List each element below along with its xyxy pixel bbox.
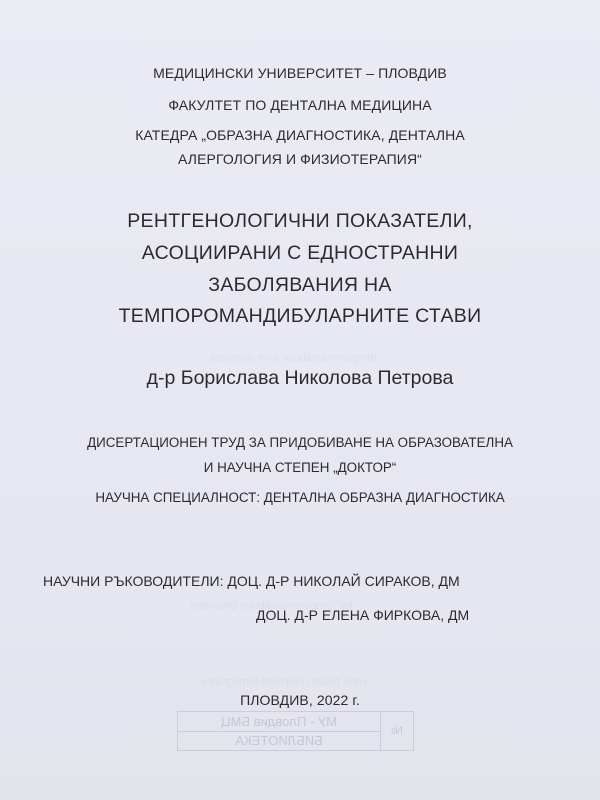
library-stamp-bleed-through (177, 711, 414, 751)
supervisors-label: НАУЧНИ РЪКОВОДИТЕЛИ: (43, 573, 224, 589)
thesis-purpose-line-1: ДИСЕРТАЦИОНЕН ТРУД ЗА ПРИДОБИВАНЕ НА ОБРАЗОВАТЕЛНА (87, 435, 513, 450)
stamp-institution: МУ - Пловдив БМЦ (220, 713, 338, 729)
university-name: МЕДИЦИНСКИ УНИВЕРСИТЕТ – ПЛОВДИВ (153, 65, 447, 81)
place-and-year: ПЛОВДИВ, 2022 г. (240, 692, 360, 708)
author-name: д-р Борислава Николова Петрова (146, 367, 454, 389)
dissertation-title-line-2: АСОЦИИРАНИ С ЕДНОСТРАННИ (141, 242, 459, 264)
supervisor-1: ДОЦ. Д-Р НИКОЛАЙ СИРАКОВ, ДМ (227, 573, 460, 589)
thesis-purpose-line-2: И НАУЧНА СТЕПЕН „ДОКТОР“ (203, 460, 397, 475)
stamp-library: БИБЛИОТЕКА (178, 731, 380, 751)
bleed-through-text: Temporomandibular joint disorders (210, 352, 379, 364)
faculty-name: ФАКУЛТЕТ ПО ДЕНТАЛНА МЕДИЦИНА (168, 97, 432, 113)
department-line-2: АЛЕРГОЛОГИЯ И ФИЗИОТЕРАПИЯ“ (178, 151, 422, 167)
department-line-1: КАТЕДРА „ОБРАЗНА ДИАГНОСТИКА, ДЕНТАЛНА (135, 127, 465, 143)
bleed-through-text: for Temporomandibular Disorders (190, 600, 354, 612)
supervisors-line-1 (43, 573, 460, 589)
scientific-specialty: НАУЧНА СПЕЦИАЛНОСТ: ДЕНТАЛНА ОБРАЗНА ДИАГНОСТИКА (95, 490, 505, 505)
stamp-number-cell: № (380, 712, 413, 750)
supervisor-2: ДОЦ. Д-Р ЕЛЕНА ФИРКОВА, ДМ (256, 607, 470, 623)
bleed-through-text: cone beam computed tomography (200, 676, 367, 688)
dissertation-title-line-4: ТЕМПОРОМАНДИБУЛАРНИТЕ СТАВИ (118, 305, 482, 327)
dissertation-title-line-1: РЕНТГЕНОЛОГИЧНИ ПОКАЗАТЕЛИ, (127, 210, 473, 232)
dissertation-title-line-3: ЗАБОЛЯВАНИЯ НА (208, 274, 392, 296)
